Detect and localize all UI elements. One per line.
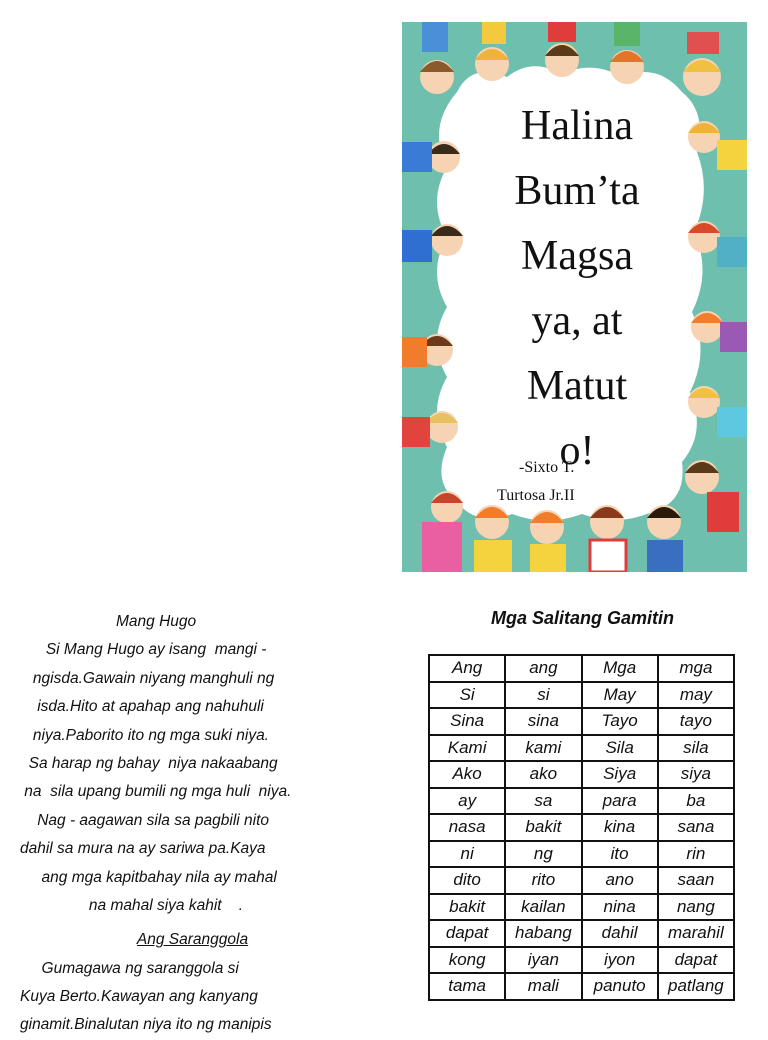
word-cell: mali <box>505 973 581 1000</box>
story-line: Sa harap ng bahay niya nakaabang <box>20 754 278 772</box>
story-title: Mang Hugo <box>116 613 197 630</box>
word-cell: iyon <box>582 947 658 974</box>
word-cell: iyan <box>505 947 581 974</box>
word-cell: kami <box>505 735 581 762</box>
story-line: na sila upang bumili ng mga huli niya. <box>20 783 292 801</box>
cover-card <box>402 22 747 572</box>
word-cell: Ako <box>429 761 505 788</box>
word-cell: bakit <box>429 894 505 921</box>
word-cell: May <box>582 682 658 709</box>
cover-title-line: Magsa <box>521 233 633 279</box>
word-cell: panuto <box>582 973 658 1000</box>
word-table <box>428 654 735 1001</box>
word-cell: marahil <box>658 920 734 947</box>
story-line: ginamit.Binalutan niya ito ng manipis <box>20 1016 272 1034</box>
word-cell: nina <box>582 894 658 921</box>
cover-title-line: Bum’ta <box>514 168 640 214</box>
table-row <box>429 655 734 682</box>
story-line: Gumagawa ng saranggola si <box>20 959 239 977</box>
story-title-2: Ang Saranggola <box>136 931 249 949</box>
table-row <box>429 920 734 947</box>
word-cell: saan <box>658 867 734 894</box>
word-cell: Si <box>429 682 505 709</box>
table-row <box>429 788 734 815</box>
word-cell: Tayo <box>582 708 658 735</box>
table-row <box>429 973 734 1000</box>
word-cell: ito <box>582 841 658 868</box>
story-body <box>20 636 365 920</box>
table-row <box>429 894 734 921</box>
word-cell: ano <box>582 867 658 894</box>
word-cell: kong <box>429 947 505 974</box>
story-line: isda.Hito at apahap ang nahuhuli <box>20 698 264 716</box>
table-row <box>429 761 734 788</box>
word-cell: para <box>582 788 658 815</box>
word-cell: may <box>658 682 734 709</box>
word-cell: tama <box>429 973 505 1000</box>
word-cell: dahil <box>582 920 658 947</box>
story-line: niya.Paborito ito ng mga suki niya. <box>20 726 269 744</box>
word-cell: ay <box>429 788 505 815</box>
story-line: Kuya Berto.Kawayan ang kanyang <box>20 988 258 1006</box>
word-cell: Siya <box>582 761 658 788</box>
word-cell: rito <box>505 867 581 894</box>
word-cell: Mga <box>582 655 658 682</box>
word-cell: rin <box>658 841 734 868</box>
word-cell: Kami <box>429 735 505 762</box>
word-cell: Ang <box>429 655 505 682</box>
cover-title <box>452 94 702 484</box>
story-line: na mahal siya kahit . <box>20 896 244 914</box>
table-row <box>429 947 734 974</box>
word-cell: bakit <box>505 814 581 841</box>
story-line: Nag - aagawan sila sa pagbili nito <box>20 811 270 829</box>
word-cell: dapat <box>429 920 505 947</box>
cover-title-line: Halina <box>521 103 633 149</box>
word-cell: patlang <box>658 973 734 1000</box>
word-cell: mga <box>658 655 734 682</box>
cover-title-line: ya, at <box>531 298 623 344</box>
table-row <box>429 682 734 709</box>
word-cell: habang <box>505 920 581 947</box>
story-body-2 <box>20 955 365 1040</box>
word-cell: tayo <box>658 708 734 735</box>
table-row <box>429 814 734 841</box>
word-cell: ako <box>505 761 581 788</box>
cover-title-line: o! <box>559 428 595 474</box>
word-cell: siya <box>658 761 734 788</box>
word-cell: kailan <box>505 894 581 921</box>
word-cell: nasa <box>429 814 505 841</box>
words-title: Mga Salitang Gamitin <box>490 608 675 628</box>
word-cell: Sila <box>582 735 658 762</box>
word-cell: kina <box>582 814 658 841</box>
story-line: Si Mang Hugo ay isang mangi - <box>20 641 267 659</box>
word-cell: sana <box>658 814 734 841</box>
word-cell: dito <box>429 867 505 894</box>
story-line: ngisda.Gawain niyang manghuli ng <box>20 669 275 687</box>
story-line: ang mga kapitbahay nila ay mahal <box>20 868 277 886</box>
table-row <box>429 841 734 868</box>
word-cell: Sina <box>429 708 505 735</box>
word-cell: dapat <box>658 947 734 974</box>
word-cell: sila <box>658 735 734 762</box>
cover-author-line: -Sixto T. <box>519 459 575 476</box>
cover-author-line: Turtosa Jr.II <box>497 487 575 504</box>
story-column <box>20 608 365 1040</box>
table-row <box>429 867 734 894</box>
word-cell: ni <box>429 841 505 868</box>
word-cell: ng <box>505 841 581 868</box>
cover-title-line: Matut <box>526 363 628 409</box>
word-cell: ba <box>658 788 734 815</box>
word-cell: sa <box>505 788 581 815</box>
word-cell: ang <box>505 655 581 682</box>
table-row <box>429 708 734 735</box>
word-cell: sina <box>505 708 581 735</box>
story-line: dahil sa mura na ay sariwa pa.Kaya <box>20 840 266 858</box>
cover-author <box>497 454 677 510</box>
table-row <box>429 735 734 762</box>
word-cell: nang <box>658 894 734 921</box>
word-cell: si <box>505 682 581 709</box>
